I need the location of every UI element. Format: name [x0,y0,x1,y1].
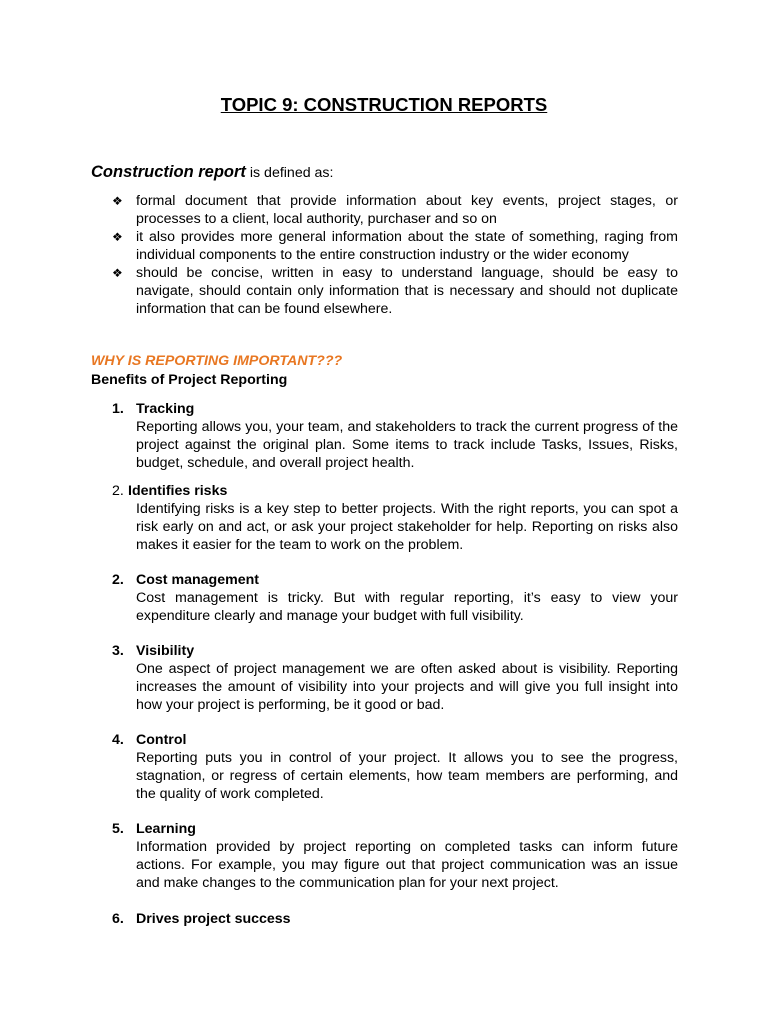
benefit-item-identifies-risks [112,482,678,554]
item-number: 2. [112,572,124,588]
benefit-item-control [112,731,678,803]
item-heading: Control [136,732,187,748]
benefit-item-drives-project-success [112,910,678,928]
bullet-text: should be concise, written in easy to understand language, should be easy to navigate, should contain only information that is necessary and should not duplicate information that can be found elsewhere. [136,265,678,317]
item-number: 4. [112,732,124,748]
item-number: 5. [112,821,124,837]
item-heading: Cost management [136,572,259,588]
item-heading: Visibility [136,643,195,659]
bullet-text: it also provides more general information about the state of something, raging from individual components to the entire construction industry or the wider economy [136,229,678,263]
bullet-text: formal document that provide information about key events, project stages, or processes to a client, local authority, purchaser and so on [136,193,678,227]
item-heading: Identifies risks [128,483,228,499]
item-number: 6. [112,911,124,927]
list-item [112,264,678,318]
item-number: 1. [112,401,124,417]
list-item [112,192,678,228]
benefit-item-tracking [112,400,678,472]
item-heading: Learning [136,821,196,837]
item-body: Information provided by project reporting on completed tasks can inform future actions. For example, you may figure out that project communication was an issue and make changes to the communication plan for your next project. [136,839,678,891]
item-heading: Drives project success [136,911,291,927]
list-item [112,228,678,264]
diamond-bullet-icon: ❖ [112,266,123,280]
defined-term: Construction report [91,163,246,181]
item-number: 2. [112,483,124,499]
diamond-bullet-icon: ❖ [112,194,123,208]
item-body: Identifying risks is a key step to better projects. With the right reports, you can spot a risk early on and act, or ask your project stakeholder for help. Reporting on risks also makes it easier for the team to work on the problem. [136,501,678,553]
benefit-item-visibility [112,642,678,714]
item-body: Reporting puts you in control of your project. It allows you to see the progress, stagnation, or regress of certain elements, how team members are performing, and the quality of work completed. [136,750,678,802]
item-body: Reporting allows you, your team, and stakeholders to track the current progress of the project against the original plan. Some items to track include Tasks, Issues, Risks, budget, schedule, and overall project health. [136,419,678,471]
diamond-bullet-icon: ❖ [112,230,123,244]
page-title: TOPIC 9: CONSTRUCTION REPORTS [220,94,548,115]
benefit-item-learning [112,820,678,892]
definition-lead: is defined as: [245,165,334,181]
definition-list [112,192,678,318]
item-body: One aspect of project management we are often asked about is visibility. Reporting increases the amount of visibility into your projects and will give you full insight into how your project is performing, be it good or bad. [136,661,678,713]
why-heading: WHY IS REPORTING IMPORTANT??? [91,353,343,369]
definition-intro [91,161,333,184]
benefit-item-cost-management [112,571,678,625]
item-body: Cost management is tricky. But with regular reporting, it’s easy to view your expenditure clearly and manage your budget with full visibility. [136,590,678,624]
item-number: 3. [112,643,124,659]
item-heading: Tracking [136,401,195,417]
benefits-heading: Benefits of Project Reporting [91,372,288,388]
